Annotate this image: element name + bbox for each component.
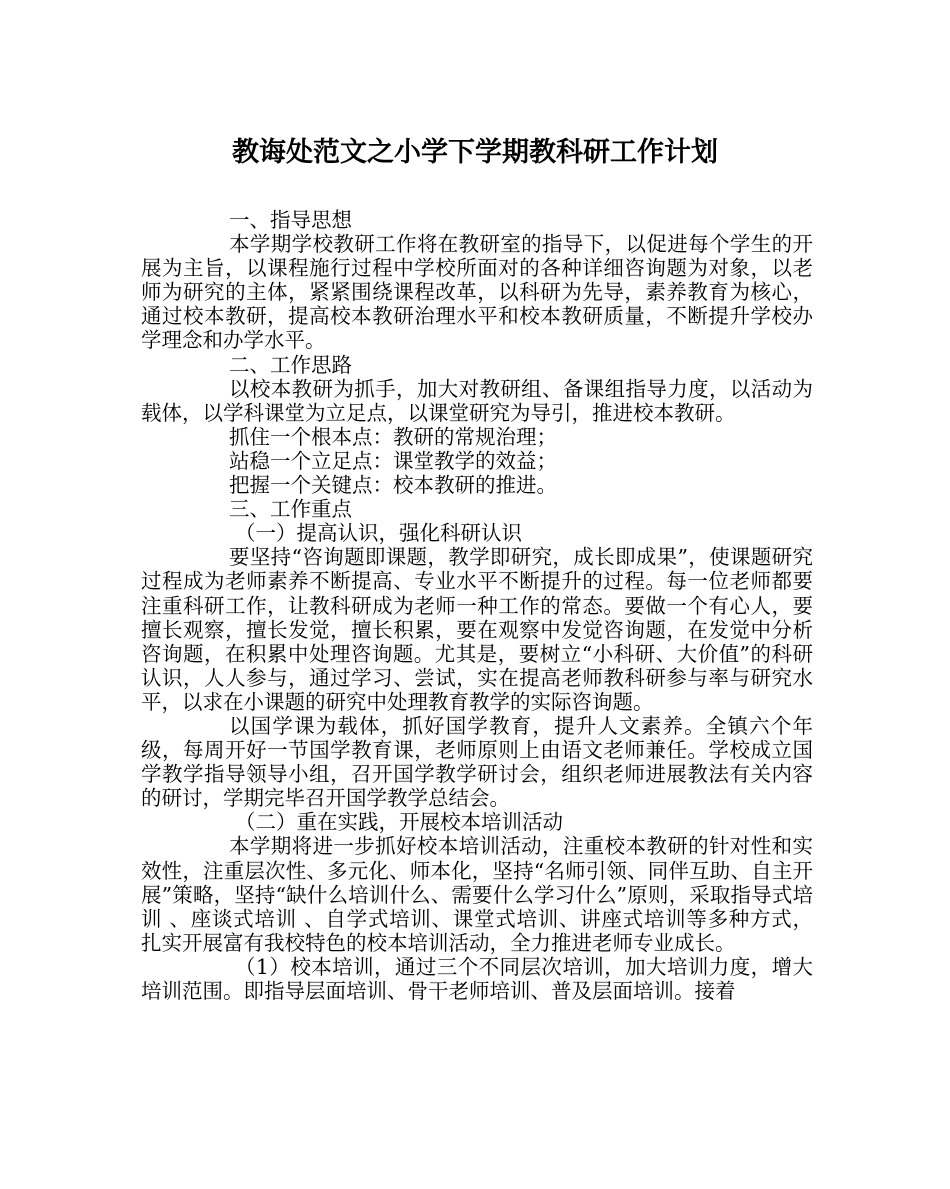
subsection-heading: （一）提高认识，强化科研认识 — [235, 521, 522, 546]
paragraph: 要坚持“咨询题即课题，教学即研究，成长即成果”，使课题研究过程成为老师素养不断提高、专业水平不断提升的过程。每一位老师都要注重科研工作，让教科研成为老师一种工作的常态。要做一个有心人，要擅长观察，擅长发觉，擅长积累，要在观察中发觉咨询题，在发觉中分析咨询题，在积累中处理咨询题。尤其是，要树立“小科研、大价值”的科研认识，人人参与，通过学习、尝试，实在提高老师教科研参与率与研究水平，以求在小课题的研究中处理教育教学的实际咨询题。 — [141, 545, 813, 714]
paragraph: 本学期学校教研工作将在教研室的指导下，以促进每个学生的开展为主旨，以课程施行过程中学校所面对的各种详细咨询题为对象，以老师为研究的主体，紧紧围绕课程改革，以科研为先导，素养教育为核心，通过校本教研，提高校本教研治理水平和校本教研质量，不断提升学校办学理念和办学水平。 — [141, 232, 813, 353]
document-title: 教诲处范文之小学下学期教科研工作计划 — [232, 137, 718, 168]
subsection-heading: （二）重在实践，开展校本培训活动 — [235, 810, 563, 835]
document-body — [141, 208, 813, 1003]
section-heading: 二、工作思路 — [229, 352, 352, 377]
key-point-line: 抓住一个根本点：教研的常规治理； — [229, 424, 557, 449]
key-point-line: 站稳一个立足点：课堂教学的效益； — [229, 448, 557, 473]
section-heading: 三、工作重点 — [229, 497, 352, 522]
key-point-line: 把握一个关键点：校本教研的推进。 — [229, 473, 557, 498]
paragraph: 以国学课为载体，抓好国学教育，提升人文素养。全镇六个年级，每周开好一节国学教育课，老师原则上由语文老师兼任。学校成立国学教学指导领导小组，召开国学教学研讨会，组织老师进展教法有关内容的研讨，学期完毕召开国学教学总结会。 — [141, 713, 813, 811]
paragraph: （1）校本培训，通过三个不同层次培训，加大培训力度，增大培训范围。即指导层面培训、骨干老师培训、普及层面培训。接着 — [141, 954, 813, 1003]
paragraph: 本学期将进一步抓好校本培训活动，注重校本教研的针对性和实效性，注重层次性、多元化、师本化，坚持“名师引领、同伴互助、自主开展”策略，坚持“缺什么培训什么、需要什么学习什么”原则，采取指导式培训 、座谈式培训 、自学式培训、课堂式培训、讲座式培训等多种方式， 扎实开展富有我校特色的校本培训活动，全力推进老师专业成长。 — [141, 834, 813, 955]
paragraph: 以校本教研为抓手，加大对教研组、备课组指导力度，以活动为载体，以学科课堂为立足点，以课堂研究为导引，推进校本教研。 — [141, 376, 813, 425]
section-heading: 一、指导思想 — [229, 208, 352, 232]
